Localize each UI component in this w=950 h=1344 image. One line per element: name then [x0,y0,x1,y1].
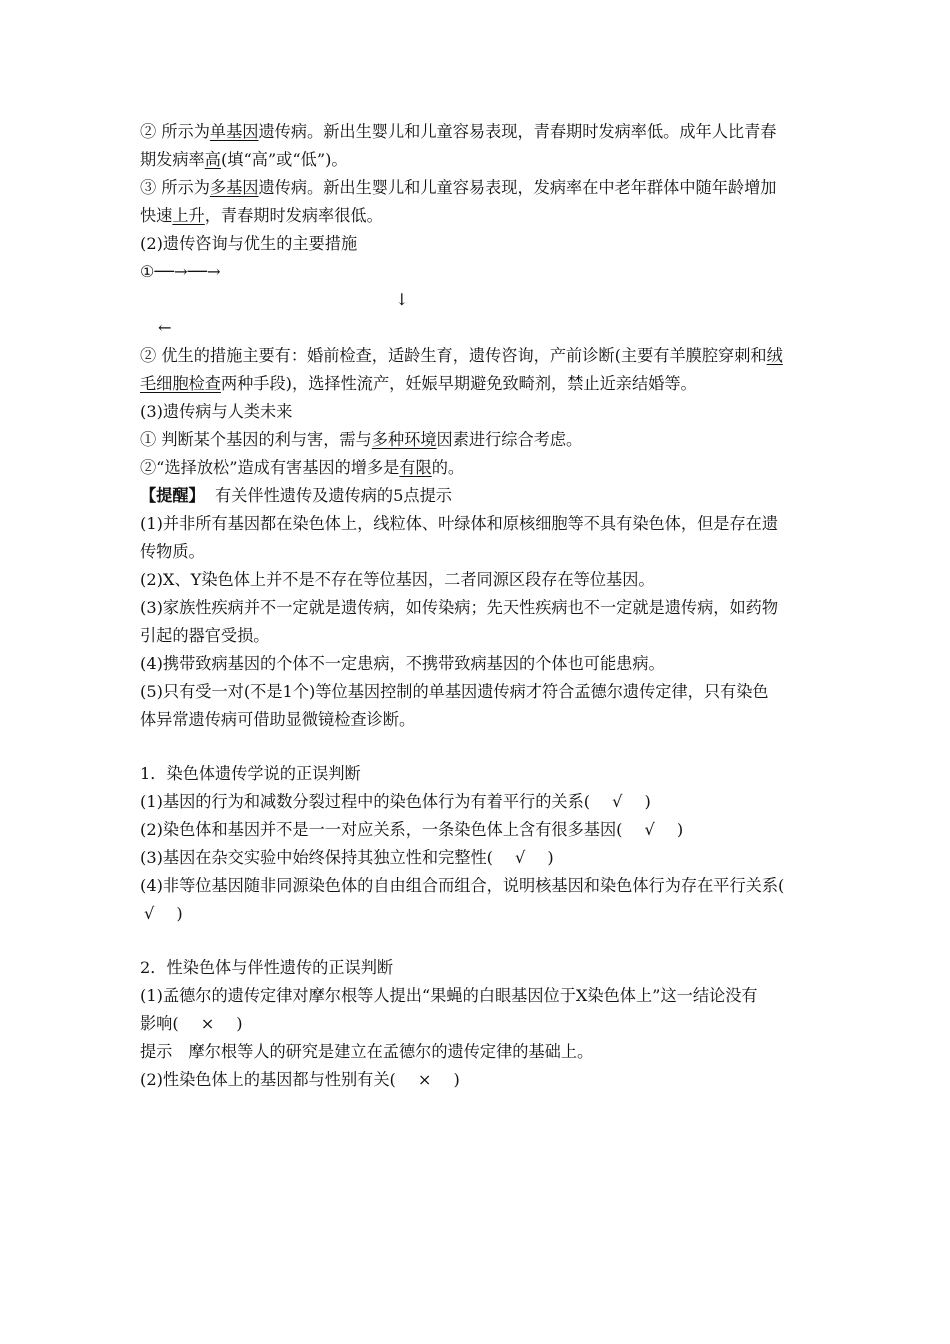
text-line: ③ 所示为多基因遗传病。新出生婴儿和儿童容易表现，发病率在中老年群体中随年龄增加 [140,178,777,197]
check-mark-icon: √ [612,792,623,811]
text-line: ① 判断某个基因的利与害，需与多种环境因素进行综合考虑。 [140,430,583,449]
tips-heading: 【提醒】 有关伴性遗传及遗传病的5点提示 [140,486,452,505]
text-line: ② 所示为单基因遗传病。新出生婴儿和儿童容易表现，青春期时发病率低。成年人比青春 [140,122,777,141]
question-title: 2．性染色体与伴性遗传的正误判断 [140,958,394,977]
section-title: (3)遗传病与人类未来 [140,402,293,421]
judgement-item: (3)基因在杂交实验中始终保持其独立性和完整性( √ ) [140,844,812,872]
judgement-item: (1)基因的行为和减数分裂过程中的染色体行为有着平行的关系( √ ) [140,788,812,816]
cross-mark-icon: × [417,1070,432,1089]
judgement-item: √ ) [140,900,812,928]
spacer [140,928,812,954]
spacer [140,734,812,760]
judgement-item: (4)非等位基因随非同源染色体的自由组合而组合，说明核基因和染色体行为存在平行关系( [140,876,785,895]
section-title: (2)遗传咨询与优生的主要措施 [140,234,358,253]
arrow-left-icon: ← [158,318,172,337]
answer-blank: 多种环境 [371,430,437,449]
judgement-item: (2)性染色体上的基因都与性别有关( × ) [140,1066,812,1094]
text-line: ②“选择放松”造成有害基因的增多是有限的。 [140,458,465,477]
answer-blank: 上升 [172,206,205,225]
text-line: 毛细胞检查两种手段)，选择性流产，妊娠早期避免致畸剂，禁止近亲结婚等。 [140,374,697,393]
answer-blank: 绒 [766,346,783,365]
answer-blank: 高 [204,150,221,169]
hint-text: 提示 摩尔根等人的研究是建立在孟德尔的遗传定律的基础上。 [140,1042,594,1061]
answer-blank: 毛细胞检查 [140,374,221,393]
answer-blank: 有限 [399,458,432,477]
answer-blank: 单基因 [209,122,259,141]
tip-item: (5)只有受一对(不是1个)等位基因控制的单基因遗传病才符合孟德尔遗传定律，只有染色 [140,682,769,701]
text-line: 快速上升，青春期时发病率很低。 [140,206,383,225]
document-page [140,118,812,1094]
judgement-item: (1)孟德尔的遗传定律对摩尔根等人提出“果蝇的白眼基因位于X染色体上”这一结论没有 [140,986,758,1005]
cross-mark-icon: × [200,1014,215,1033]
text-line: 期发病率高(填“高”或“低”)。 [140,150,348,169]
tips-label: 【提醒】 [140,486,205,505]
tip-item: 引起的器官受损。 [140,626,270,645]
tip-item: (4)携带致病基因的个体不一定患病，不携带致病基因的个体也可能患病。 [140,654,665,673]
check-mark-icon: √ [144,904,155,923]
tip-item: 体异常遗传病可借助显微镜检查诊断。 [140,710,416,729]
judgement-item: (2)染色体和基因并不是一一对应关系，一条染色体上含有很多基因( √ ) [140,816,812,844]
tip-item: (2)X、Y染色体上并不是不存在等位基因，二者同源区段存在等位基因。 [140,570,655,589]
flow-diagram-row: ①──→──→ [140,262,221,281]
question-title: 1．染色体遗传学说的正误判断 [140,764,361,783]
judgement-item: 影响( × ) [140,1010,812,1038]
flow-diagram-row [140,286,812,314]
arrow-down-icon: ↓ [395,290,409,309]
check-mark-icon: √ [515,848,526,867]
text-line: ② 优生的措施主要有：婚前检查，适龄生育，遗传咨询，产前诊断(主要有羊膜腔穿刺和绒 [140,346,783,365]
flow-diagram-row [140,314,812,342]
check-mark-icon: √ [644,820,655,839]
tip-item: (1)并非所有基因都在染色体上，线粒体、叶绿体和原核细胞等不具有染色体，但是存在遗 [140,514,779,533]
answer-blank: 多基因 [209,178,259,197]
tip-item: 传物质。 [140,542,205,561]
tip-item: (3)家族性疾病并不一定就是遗传病，如传染病；先天性疾病也不一定就是遗传病，如药物 [140,598,779,617]
